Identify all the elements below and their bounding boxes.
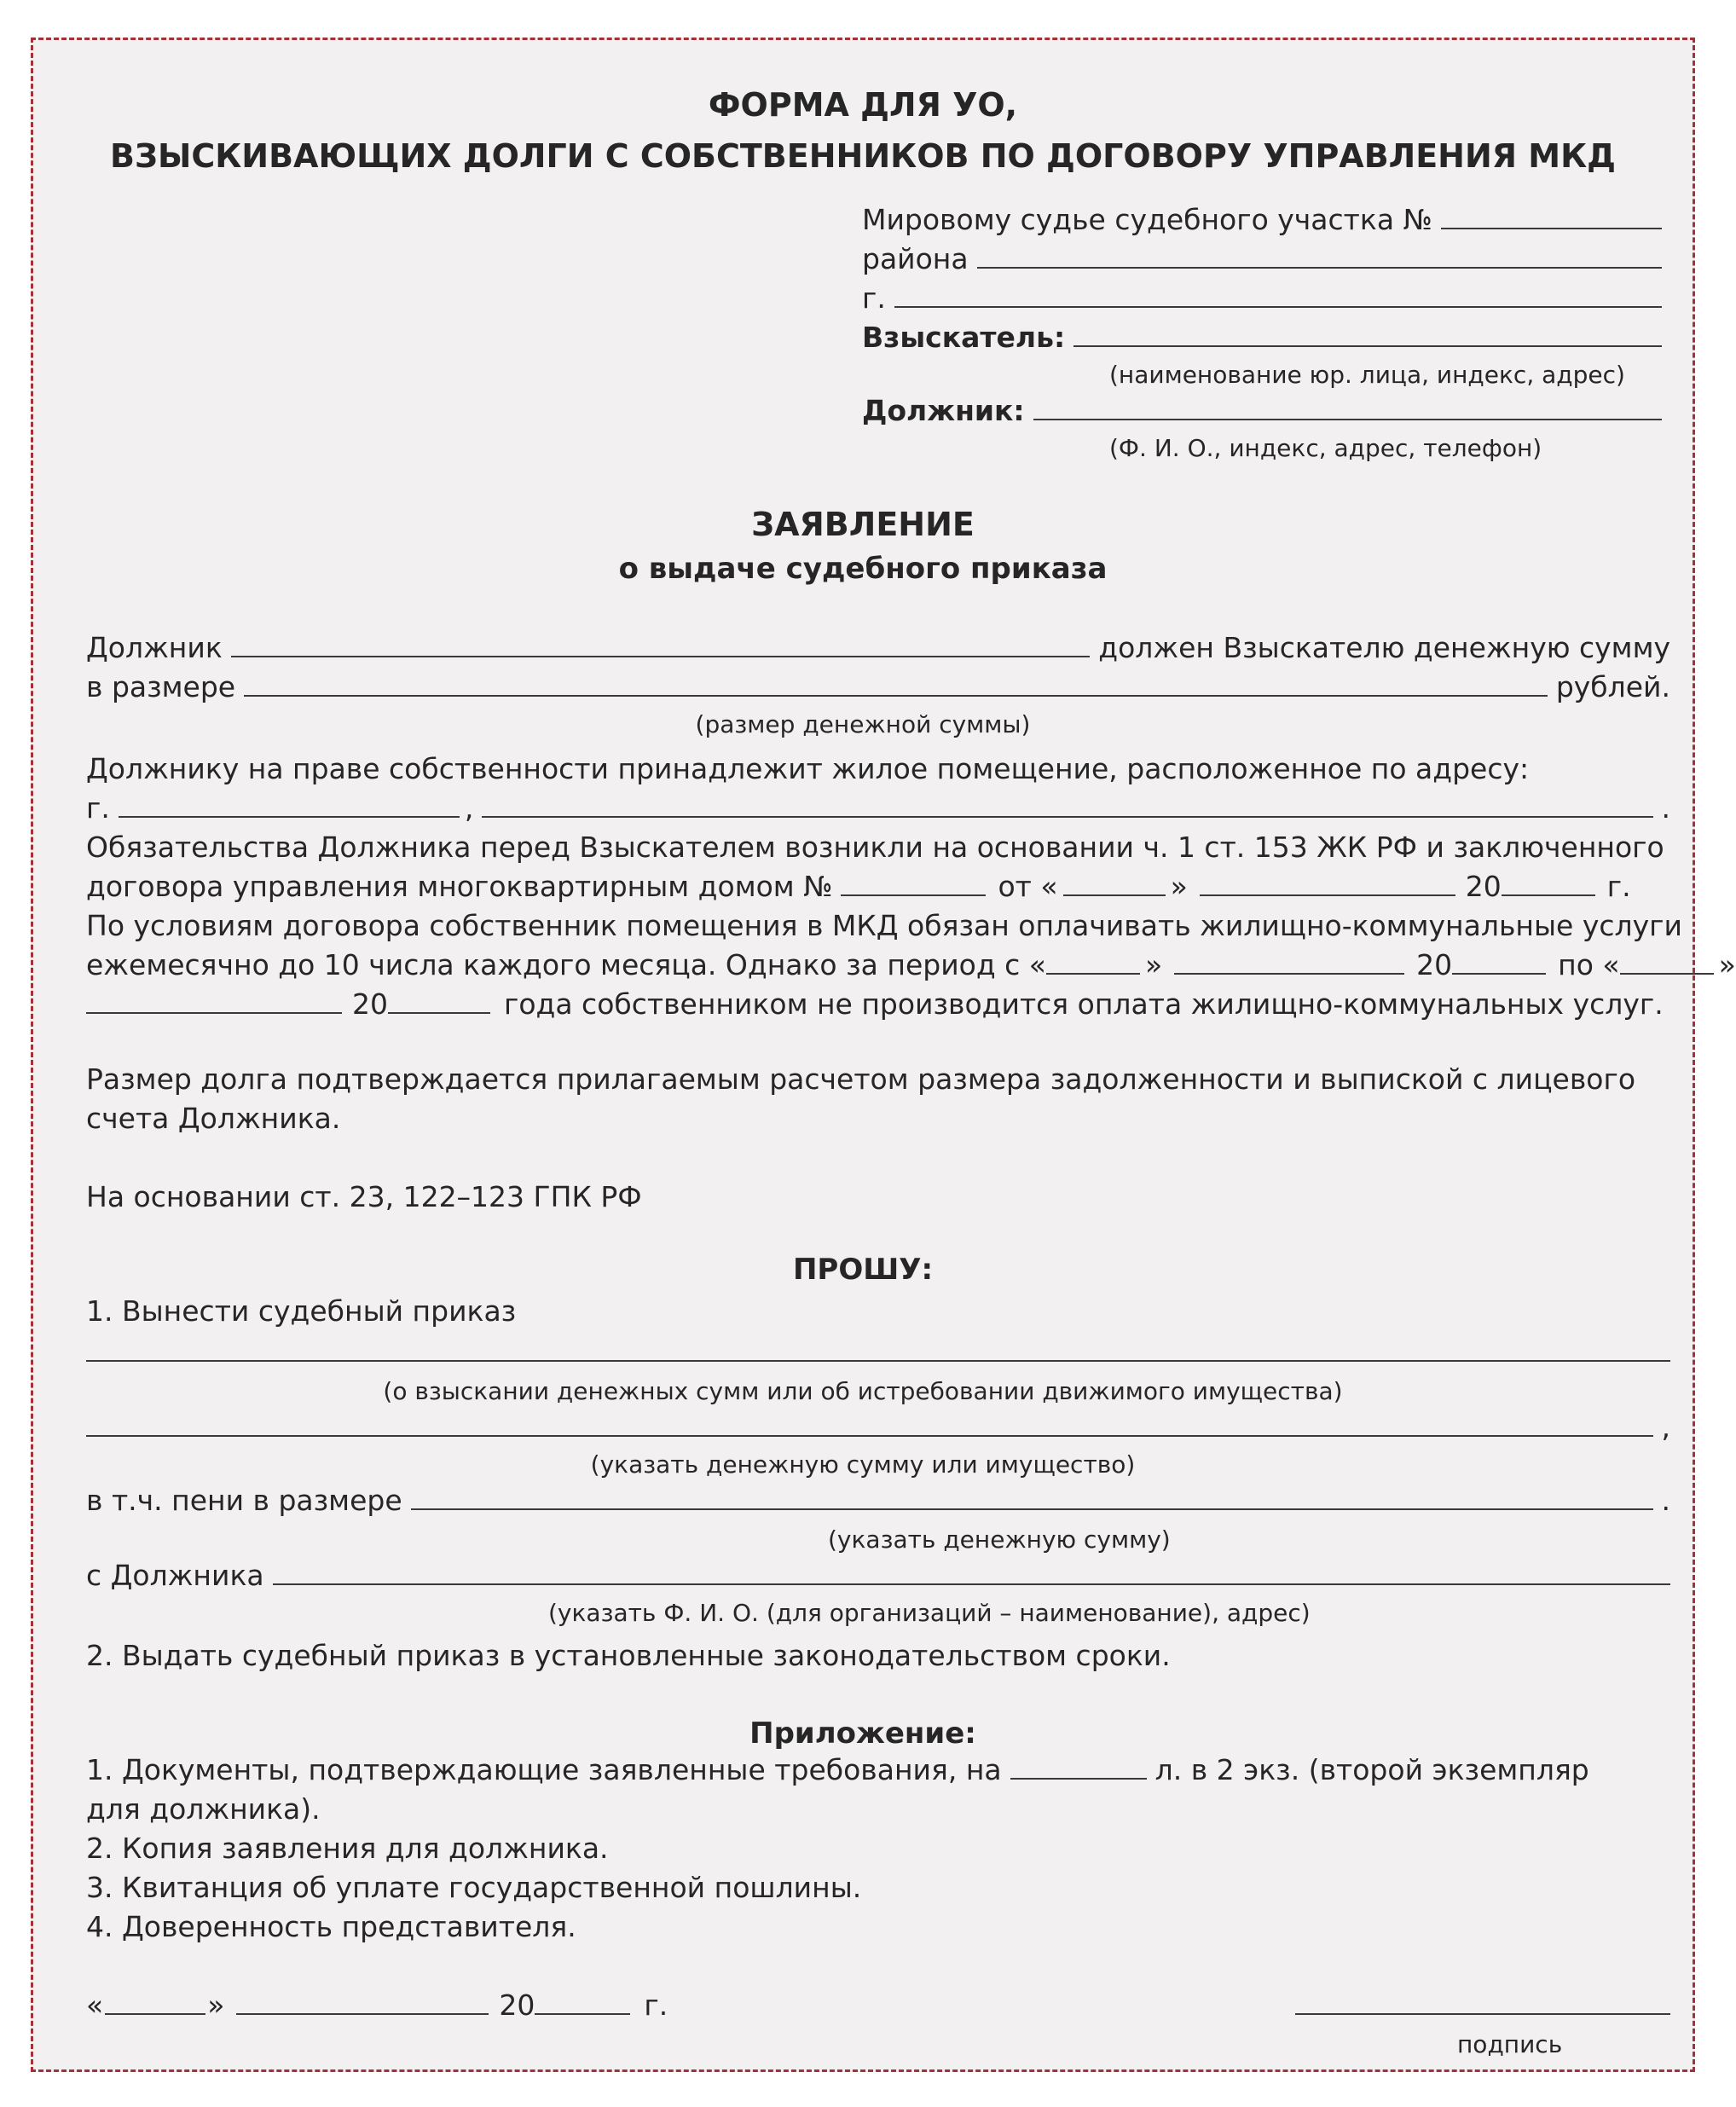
- property-text: Должнику на праве собственности принадлежит жилое помещение, расположенное по адресу:: [86, 752, 1530, 785]
- contract-line: договора управления многоквартирным домом № от « » 20 г.: [86, 867, 1670, 906]
- debt-confirm-text-cont: счета Должника.: [86, 1102, 341, 1135]
- request-amount-line: ,: [86, 1408, 1670, 1447]
- penalty-hint: (указать денежную сумму): [828, 1525, 1171, 1554]
- city-field[interactable]: [894, 279, 1662, 308]
- penalty-field[interactable]: [411, 1481, 1653, 1510]
- request-heading: ПРОШУ:: [792, 1253, 934, 1287]
- debtor-hint: (Ф. И. О., индекс, адрес, телефон): [1109, 434, 1542, 462]
- period-end-day-field[interactable]: [1620, 946, 1714, 975]
- period-end-line: 20 года собственником не производится оплата жилищно-коммунальных услуг.: [86, 985, 1670, 1024]
- amount-field[interactable]: [244, 668, 1548, 697]
- debtor-line: Должник:: [862, 391, 1670, 431]
- period-start-year-field[interactable]: [1452, 946, 1546, 975]
- contract-number-field[interactable]: [841, 867, 986, 896]
- date-day-field[interactable]: [105, 1986, 205, 2015]
- legal-basis-text: На основании ст. 23, 122–123 ГПК РФ: [86, 1180, 642, 1213]
- contract-year-field[interactable]: [1502, 867, 1595, 896]
- period-end-year-field[interactable]: [388, 985, 490, 1014]
- debtor-name-field[interactable]: [231, 628, 1091, 657]
- attachment-pages-field[interactable]: [1010, 1751, 1147, 1780]
- from-debtor-line: с Должника: [86, 1556, 1670, 1595]
- request-item-1: 1. Вынести судебный приказ: [86, 1294, 517, 1328]
- request-subject-hint: (о взыскании денежных сумм или об истребовании движимого имущества): [383, 1377, 1343, 1405]
- contract-month-field[interactable]: [1200, 867, 1455, 896]
- attachment-4: 4. Доверенность представителя.: [86, 1910, 576, 1943]
- form-title-line-1: ФОРМА ДЛЯ УО,: [708, 86, 1018, 124]
- address-city-field[interactable]: [119, 789, 460, 818]
- signature-field[interactable]: [1295, 1986, 1670, 2015]
- request-subject-field[interactable]: [86, 1333, 1670, 1362]
- penalty-line: в т.ч. пени в размере .: [86, 1481, 1670, 1520]
- request-amount-field[interactable]: [86, 1408, 1653, 1437]
- date-line: « » 20 г.: [86, 1986, 1670, 2025]
- date-year-field[interactable]: [535, 1986, 630, 2015]
- attachment-3: 3. Квитанция об уплате государственной пошлины.: [86, 1871, 862, 1904]
- statement-subtitle: о выдаче судебного приказа: [618, 552, 1108, 586]
- attachment-1: 1. Документы, подтверждающие заявленные требования, на л. в 2 экз. (второй экземпляр: [86, 1751, 1670, 1790]
- claimant-hint: (наименование юр. лица, индекс, адрес): [1109, 361, 1625, 389]
- contract-day-field[interactable]: [1063, 867, 1166, 896]
- form-title-line-2: ВЗЫСКИВАЮЩИХ ДОЛГИ С СОБСТВЕННИКОВ ПО ДОГОВОРУ УПРАВЛЕНИЯ МКД: [110, 137, 1616, 175]
- period-line: ежемесячно до 10 числа каждого месяца. Однако за период с « » 20 по « »: [86, 946, 1670, 985]
- amount-hint: (размер денежной суммы): [695, 710, 1031, 738]
- address-line: г. , .: [86, 789, 1670, 828]
- period-end-month-field[interactable]: [86, 985, 342, 1014]
- obligations-text: Обязательства Должника перед Взыскателем возникли на основании ч. 1 ст. 153 ЖК РФ и заключенного: [86, 831, 1664, 864]
- district-field[interactable]: [977, 240, 1662, 269]
- debtor-owes-line: Должник должен Взыскателю денежную сумму: [86, 628, 1670, 668]
- claimant-line: Взыскатель:: [862, 318, 1670, 357]
- from-debtor-field[interactable]: [273, 1556, 1670, 1585]
- claimant-field[interactable]: [1073, 318, 1662, 347]
- request-subject-line: [86, 1333, 1670, 1372]
- address-street-field[interactable]: [482, 789, 1652, 818]
- judge-line: Мировому судье судебного участка №: [862, 200, 1670, 240]
- request-amount-hint: (указать денежную сумму или имущество): [590, 1450, 1136, 1479]
- debt-confirm-text: Размер долга подтверждается прилагаемым расчетом размера задолженности и выпиской с лицевого: [86, 1062, 1636, 1096]
- period-start-month-field[interactable]: [1174, 946, 1404, 975]
- attachments-heading: Приложение:: [749, 1716, 976, 1751]
- judge-field[interactable]: [1441, 200, 1662, 229]
- from-debtor-hint: (указать Ф. И. О. (для организаций – наименование), адрес): [548, 1599, 1311, 1627]
- district-line: района: [862, 240, 1670, 279]
- request-item-2: 2. Выдать судебный приказ в установленные законодательством сроки.: [86, 1639, 1171, 1672]
- conditions-text: По условиям договора собственник помещения в МКД обязан оплачивать жилищно-коммунальные услуги: [86, 909, 1682, 942]
- period-start-day-field[interactable]: [1046, 946, 1140, 975]
- date-month-field[interactable]: [236, 1986, 489, 2015]
- form-sheet: [31, 38, 1736, 2072]
- amount-line: в размере рублей.: [86, 668, 1670, 707]
- statement-title: ЗАЯВЛЕНИЕ: [751, 506, 975, 543]
- debtor-field[interactable]: [1033, 391, 1662, 420]
- city-line: г.: [862, 279, 1670, 318]
- attachment-2: 2. Копия заявления для должника.: [86, 1832, 609, 1865]
- attachment-1-cont: для должника).: [86, 1792, 321, 1826]
- signature-hint: подпись: [1457, 2030, 1563, 2058]
